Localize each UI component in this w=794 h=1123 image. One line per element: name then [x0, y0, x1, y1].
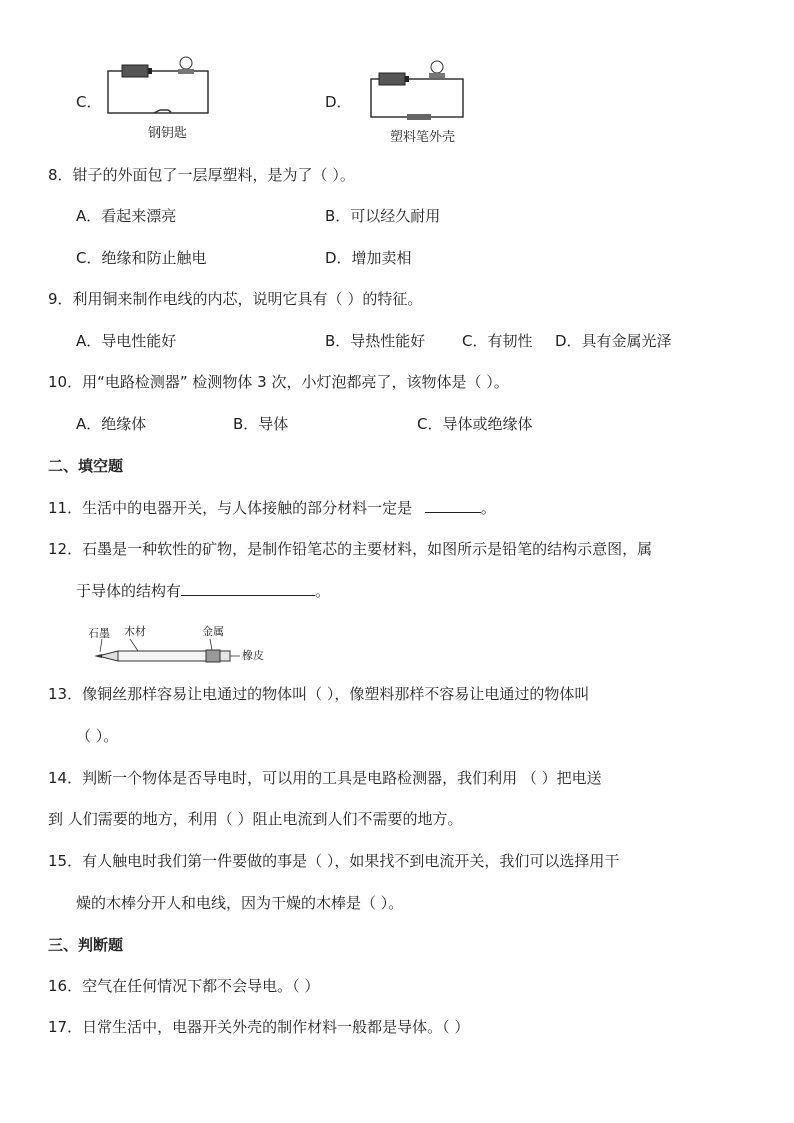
q8-option-b: B．可以经久耐用: [325, 207, 441, 225]
section-true-false-title: 三、判断题: [48, 936, 124, 954]
q7-figure-d: [367, 55, 477, 125]
pencil-label-eraser: 橡皮: [242, 649, 264, 662]
q8-option-a: A．看起来漂亮: [76, 207, 177, 225]
q16-stem: 16．空气在任何情况下都不会导电。（ ）: [48, 977, 320, 995]
pencil-label-wood: 木材: [124, 625, 146, 638]
pencil-label-graphite: 石墨: [88, 627, 110, 640]
q14-line1: 14．判断一个物体是否导电时，可以用的工具是电路检测器，我们利用 （ ）把电送: [48, 769, 602, 787]
q9-stem: 9．利用铜来制作电线的内芯，说明它具有（ ）的特征。: [48, 290, 423, 308]
q9-option-b: B．导热性能好: [325, 332, 426, 350]
q13-line1: 13．像铜丝那样容易让电通过的物体叫（ ），像塑料那样不容易让电通过的物体叫: [48, 685, 590, 703]
q15-line1: 15．有人触电时我们第一件要做的事是（ ），如果找不到电流开关，我们可以选择用干: [48, 852, 620, 870]
q11-stem: [48, 498, 496, 518]
q10-option-c: C．导体或绝缘体: [417, 415, 533, 433]
q12-line2-text: 于导体的结构有: [76, 582, 182, 600]
q11-answer-blank[interactable]: [425, 498, 481, 513]
q12-answer-blank[interactable]: [181, 581, 315, 596]
q9-option-d: D．具有金属光泽: [555, 332, 672, 350]
q8-option-d: D．增加卖相: [325, 249, 412, 267]
q8-stem: 8．钳子的外面包了一层厚塑料，是为了（ ）。: [48, 166, 355, 184]
q7-option-c-label: C．: [76, 93, 102, 111]
q7-figure-d-caption: 塑料笔外壳: [390, 130, 456, 145]
section-fill-in-title: 二、填空题: [48, 457, 124, 475]
q10-option-b: B．导体: [233, 415, 289, 433]
q8-option-c: C．绝缘和防止触电: [76, 249, 207, 267]
q9-option-c: C．有韧性: [462, 332, 533, 350]
q13-line2: （ ）。: [76, 727, 119, 745]
q15-line2: 燥的木棒分开人和电线，因为干燥的木棒是（ ）。: [76, 894, 404, 912]
q12-line2-end: 。: [315, 582, 331, 600]
q9-option-a: A．导电性能好: [76, 332, 177, 350]
q7-option-d-label: D．: [325, 93, 352, 111]
q10-option-a: A．绝缘体: [76, 415, 147, 433]
q17-stem: 17．日常生活中，电器开关外壳的制作材料一般都是导体。（ ）: [48, 1018, 470, 1036]
q14-line2: 到 人们需要的地方，利用（ ）阻止电流到人们不需要的地方。: [48, 810, 463, 828]
q12-line1: 12．石墨是一种软性的矿物，是制作铅笔芯的主要材料，如图所示是铅笔的结构示意图，属: [48, 540, 653, 558]
q11-stem-end: 。: [480, 499, 496, 517]
q10-stem: 10．用“电路检测器” 检测物体 3 次，小灯泡都亮了，该物体是（ ）。: [48, 373, 509, 391]
pencil-label-metal: 金属: [202, 625, 224, 638]
q7-figure-c-caption: 钢钥匙: [148, 126, 188, 141]
q11-stem-text: 11．生活中的电器开关，与人体接触的部分材料一定是: [48, 499, 413, 517]
q12-line2: [76, 581, 330, 601]
